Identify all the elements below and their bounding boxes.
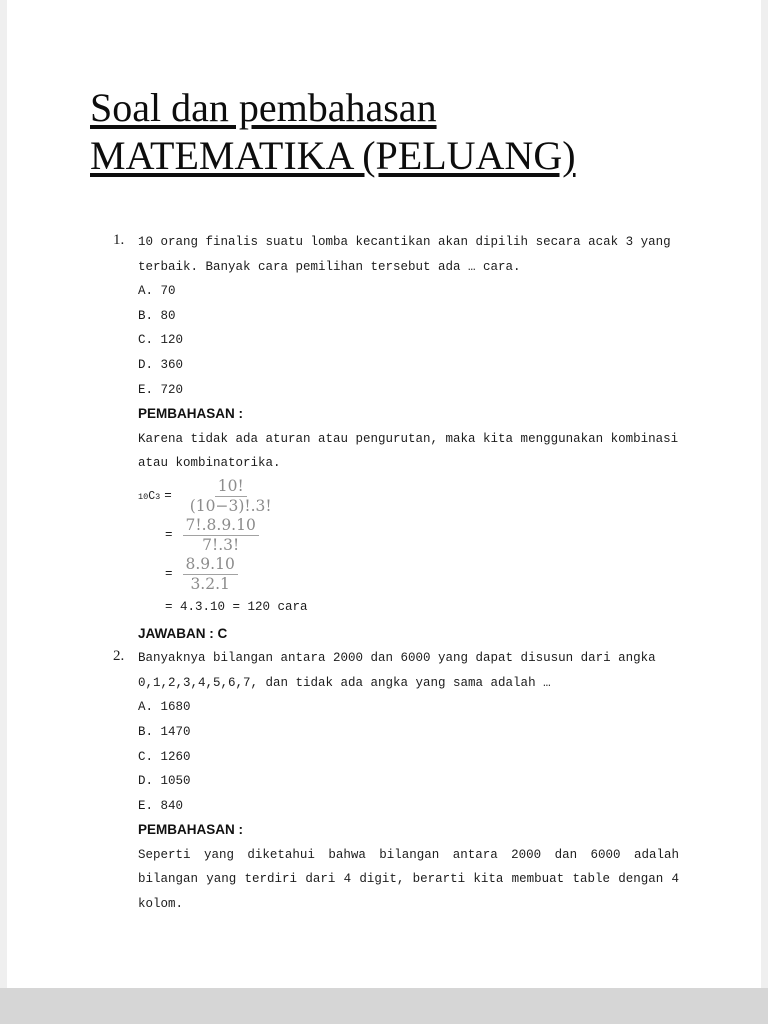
question-1-pembahasan-label: PEMBAHASAN : (138, 406, 244, 422)
title-line-2: MATEMATIKA (PELUANG) (90, 133, 576, 178)
question-2-explanation-line: bilangan yang terdiri dari 4 digit, berarti kita membuat table dengan 4 (138, 872, 679, 887)
question-2-option-a: A. 1680 (138, 700, 191, 715)
combination-letter: C (148, 490, 156, 504)
fraction-numerator: 7!.8.9.10 (183, 517, 259, 536)
question-1-number: 1. (113, 232, 125, 248)
question-2-explanation-line: Seperti yang diketahui bahwa bilangan antara 2000 dan 6000 adalah (138, 847, 679, 862)
question-1-explanation-line: atau kombinatorika. (138, 456, 281, 471)
question-1-option-d: D. 360 (138, 357, 184, 372)
question-2-option-b: B. 1470 (138, 724, 191, 739)
question-2-text-line: Banyaknya bilangan antara 2000 dan 6000 yang dapat disusun dari angka (138, 651, 656, 666)
question-1-option-a: A. 70 (138, 284, 176, 299)
document-title (90, 84, 761, 180)
question-2-explanation-line: kolom. (138, 897, 184, 912)
title-line-1: Soal dan pembahasan (90, 85, 437, 130)
fraction (190, 478, 272, 515)
fraction (183, 517, 259, 554)
question-2-option-c: C. 1260 (138, 749, 191, 764)
question-1-answer-label: JAWABAN : C (138, 625, 228, 641)
question-1 (7, 230, 761, 646)
question-1-option-b: B. 80 (138, 308, 176, 323)
document-content (7, 230, 761, 917)
question-2-option-d: D. 1050 (138, 774, 191, 789)
math-step-2 (138, 517, 761, 554)
fraction-numerator: 8.9.10 (183, 556, 238, 575)
question-1-explanation-line: Karena tidak ada aturan atau pengurutan, maka kita menggunakan kombinasi (138, 431, 679, 446)
math-step-3 (138, 556, 761, 593)
fraction (183, 556, 238, 593)
math-step-1 (138, 478, 761, 515)
viewer-bottom-gutter (0, 988, 768, 1024)
question-1-text-line: terbaik. Banyak cara pemilihan tersebut ada … cara. (138, 259, 521, 274)
fraction-numerator: 10! (215, 478, 247, 497)
fraction-denominator: (10−3)!.3! (189, 496, 272, 515)
fraction-denominator: 7!.3! (202, 535, 240, 554)
question-2-pembahasan-label: PEMBAHASAN : (138, 822, 244, 838)
combination-symbol (138, 489, 182, 503)
question-2-number: 2. (113, 648, 125, 665)
combination-suffix-subscript: 3 (155, 492, 161, 503)
math-final-result: = 4.3.10 = 120 cara (165, 599, 308, 614)
question-1-option-e: E. 720 (138, 382, 184, 397)
fraction-denominator: 3.2.1 (190, 574, 230, 593)
question-1-option-c: C. 120 (138, 333, 184, 348)
question-1-math-derivation (138, 478, 761, 620)
equals-sign: = (164, 489, 172, 504)
question-2-text-line: 0,1,2,3,4,5,6,7, dan tidak ada angka yang sama adalah … (138, 675, 551, 690)
question-1-text-line: 10 orang finalis suatu lomba kecantikan akan dipilih secara acak 3 yang (138, 235, 671, 249)
equals-sign: = (165, 567, 173, 582)
combination-prefix-subscript: 10 (138, 492, 149, 503)
equals-sign: = (165, 528, 173, 543)
document-page (7, 0, 761, 988)
question-2 (7, 646, 761, 917)
question-2-option-e: E. 840 (138, 798, 184, 813)
